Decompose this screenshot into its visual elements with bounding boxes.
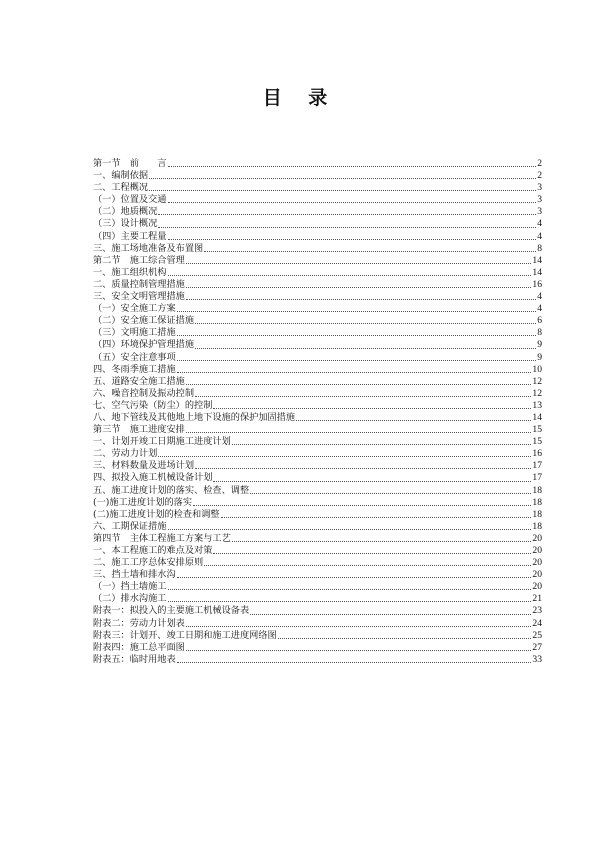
- toc-entry[interactable]: [93, 605, 542, 617]
- toc-entry-label: 二、质量控制管理措施: [93, 278, 185, 290]
- toc-entry-page-number: 2: [537, 170, 542, 182]
- toc-entry-label: （一）安全施工方案: [93, 303, 176, 315]
- toc-entry[interactable]: [93, 206, 542, 218]
- toc-dot-leader: [186, 383, 532, 385]
- toc-entry-page-number: 4: [537, 291, 542, 303]
- toc-entry-label: 三、施工场地准备及布置图: [93, 242, 204, 254]
- toc-dot-leader: [177, 661, 532, 663]
- toc-entry-page-number: 8: [537, 327, 542, 339]
- toc-dot-leader: [149, 189, 536, 191]
- table-of-contents: [93, 158, 542, 666]
- toc-entry-page-number: 14: [532, 254, 542, 266]
- toc-entry[interactable]: [93, 376, 542, 388]
- toc-entry-page-number: 9: [537, 351, 542, 363]
- toc-entry[interactable]: [93, 630, 542, 642]
- toc-entry[interactable]: [93, 243, 542, 255]
- toc-entry-label: 三、材料数量及进场计划: [93, 460, 195, 472]
- toc-dot-leader: [195, 467, 531, 469]
- toc-dot-leader: [195, 322, 536, 324]
- toc-dot-leader: [193, 504, 531, 506]
- toc-entry-page-number: 20: [532, 557, 542, 569]
- toc-entry-label: (二)施工进度计划的检查和调整: [93, 508, 220, 520]
- toc-dot-leader: [177, 359, 537, 361]
- toc-entry[interactable]: [93, 521, 542, 533]
- toc-entry-label: 第四节 主体工程施工方案与工艺: [93, 532, 231, 544]
- toc-entry-label: 二、工程概况: [93, 182, 149, 194]
- toc-entry-label: 附表五：临时用地表: [93, 653, 176, 665]
- toc-entry-label: 附表一：拟投入的主要施工机械设备表: [93, 605, 250, 617]
- toc-entry-label: 一、计划开竣工日期施工进度计划: [93, 436, 231, 448]
- toc-entry-label: 八、地下管线及其他地上地下设施的保护加固措施: [93, 411, 296, 423]
- toc-entry[interactable]: [93, 545, 542, 557]
- toc-entry-label: 三、安全文明管理措施: [93, 291, 185, 303]
- toc-entry-page-number: 27: [532, 641, 542, 653]
- toc-entry-page-number: 16: [532, 278, 542, 290]
- toc-entry-label: （二）地质概况: [93, 206, 158, 218]
- toc-entry[interactable]: [93, 218, 542, 230]
- toc-entry-page-number: 15: [532, 424, 542, 436]
- toc-entry[interactable]: [93, 436, 542, 448]
- toc-entry-page-number: 20: [532, 569, 542, 581]
- toc-entry-page-number: 18: [532, 508, 542, 520]
- toc-entry-page-number: 10: [532, 363, 542, 375]
- toc-entry[interactable]: [93, 497, 542, 509]
- toc-entry-label: （四）主要工程量: [93, 230, 167, 242]
- toc-entry[interactable]: [93, 460, 542, 472]
- toc-entry-label: 一、本工程施工的难点及对策: [93, 545, 213, 556]
- toc-entry-label: 附表三：计划开、竣工日期和施工进度网络图: [93, 629, 277, 641]
- toc-entry-label: （一）挡土墙施工: [93, 581, 167, 593]
- toc-entry[interactable]: [93, 158, 542, 170]
- toc-entry-label: (一)施工进度计划的落实: [93, 496, 193, 508]
- toc-entry-page-number: 4: [537, 303, 542, 315]
- toc-entry[interactable]: [93, 194, 542, 206]
- toc-entry-page-number: 4: [537, 218, 542, 230]
- toc-entry-label: 一、编制依据: [93, 170, 149, 182]
- toc-dot-leader: [204, 564, 531, 566]
- toc-entry-label: 第二节 施工综合管理: [93, 254, 185, 266]
- toc-entry-page-number: 4: [537, 230, 542, 242]
- toc-entry-page-number: 24: [532, 617, 542, 629]
- toc-dot-leader: [204, 250, 536, 252]
- toc-entry[interactable]: [93, 255, 542, 267]
- toc-entry-label: 附表四：施工总平面图: [93, 641, 185, 653]
- toc-dot-leader: [232, 443, 532, 445]
- toc-entry-page-number: 2: [537, 158, 542, 169]
- toc-dot-leader: [296, 419, 531, 421]
- toc-entry-page-number: 17: [532, 472, 542, 484]
- toc-dot-leader: [158, 455, 531, 457]
- toc-entry-page-number: 3: [537, 206, 542, 218]
- page-title: 目 录: [262, 87, 338, 109]
- toc-entry[interactable]: [93, 315, 542, 327]
- toc-dot-leader: [213, 407, 531, 409]
- toc-entry-label: 一、施工组织机构: [93, 266, 167, 278]
- toc-entry[interactable]: [93, 279, 542, 291]
- toc-entry-page-number: 13: [532, 399, 542, 411]
- toc-entry[interactable]: [93, 303, 542, 315]
- toc-dot-leader: [158, 213, 536, 215]
- toc-entry[interactable]: [93, 533, 542, 545]
- toc-dot-leader: [186, 286, 532, 288]
- toc-dot-leader: [221, 516, 532, 518]
- toc-entry-label: （五）安全注意事项: [93, 351, 176, 363]
- toc-dot-leader: [168, 201, 537, 203]
- toc-dot-leader: [168, 600, 532, 602]
- toc-dot-leader: [177, 371, 532, 373]
- toc-dot-leader: [213, 552, 531, 554]
- toc-dot-leader: [250, 492, 531, 494]
- toc-dot-leader: [168, 528, 532, 530]
- toc-entry[interactable]: [93, 412, 542, 424]
- toc-dot-leader: [168, 238, 537, 240]
- toc-entry-page-number: 8: [537, 242, 542, 254]
- toc-entry-page-number: 20: [532, 545, 542, 556]
- toc-entry[interactable]: [93, 424, 542, 436]
- toc-dot-leader: [278, 637, 532, 639]
- toc-dot-leader: [186, 298, 536, 300]
- toc-dot-leader: [232, 540, 532, 542]
- toc-entry-page-number: 12: [532, 375, 542, 387]
- toc-dot-leader: [149, 177, 536, 179]
- toc-entry-page-number: 16: [532, 448, 542, 460]
- toc-entry-label: 五、施工进度计划的落实、检查、调整: [93, 484, 250, 496]
- toc-entry-page-number: 3: [537, 194, 542, 206]
- toc-entry-label: 第三节 施工进度安排: [93, 424, 185, 436]
- toc-entry-page-number: 23: [532, 605, 542, 617]
- toc-entry[interactable]: [93, 448, 542, 460]
- toc-entry-label: 六、噪音控制及振动控制: [93, 387, 195, 399]
- toc-dot-leader: [168, 274, 532, 276]
- toc-entry-page-number: 6: [537, 315, 542, 327]
- toc-entry[interactable]: [93, 364, 542, 376]
- toc-entry-label: （四）环境保护管理措施: [93, 339, 195, 351]
- toc-entry[interactable]: [93, 509, 542, 521]
- toc-entry-page-number: 14: [532, 411, 542, 423]
- toc-dot-leader: [186, 625, 532, 627]
- toc-entry-label: 五、道路安全施工措施: [93, 375, 185, 387]
- toc-entry-page-number: 25: [532, 629, 542, 641]
- toc-entry[interactable]: [93, 485, 542, 497]
- toc-entry[interactable]: [93, 327, 542, 339]
- toc-entry[interactable]: [93, 593, 542, 605]
- toc-dot-leader: [213, 480, 531, 482]
- toc-dot-leader: [168, 588, 532, 590]
- toc-entry-label: （二）排水沟施工: [93, 593, 167, 605]
- toc-entry-label: （三）设计概况: [93, 218, 158, 230]
- toc-entry-label: 二、施工工序总体安排原则: [93, 557, 204, 569]
- toc-entry[interactable]: [93, 400, 542, 412]
- toc-dot-leader: [177, 576, 532, 578]
- toc-entry[interactable]: [93, 642, 542, 654]
- toc-entry[interactable]: [93, 231, 542, 243]
- toc-entry[interactable]: [93, 618, 542, 630]
- toc-dot-leader: [186, 649, 532, 651]
- toc-dot-leader: [186, 431, 532, 433]
- toc-dot-leader: [250, 613, 531, 615]
- toc-entry[interactable]: [93, 182, 542, 194]
- toc-dot-leader: [177, 310, 537, 312]
- toc-entry[interactable]: [93, 267, 542, 279]
- toc-entry[interactable]: [93, 569, 542, 581]
- toc-entry-page-number: 18: [532, 484, 542, 496]
- toc-entry-page-number: 3: [537, 182, 542, 194]
- toc-entry-page-number: 12: [532, 387, 542, 399]
- toc-dot-leader: [158, 226, 536, 228]
- toc-entry-page-number: 15: [532, 436, 542, 448]
- toc-entry-label: 附表二：劳动力计划表: [93, 617, 185, 629]
- toc-entry-page-number: 17: [532, 460, 542, 472]
- toc-dot-leader: [195, 395, 531, 397]
- toc-entry-label: 第一节 前 言: [93, 158, 167, 169]
- toc-entry[interactable]: [93, 654, 542, 666]
- toc-entry-page-number: 20: [532, 532, 542, 544]
- toc-dot-leader: [168, 165, 537, 167]
- toc-entry[interactable]: [93, 339, 542, 351]
- toc-entry-page-number: 21: [532, 593, 542, 605]
- toc-entry[interactable]: [93, 170, 542, 182]
- toc-entry-label: 四、冬雨季施工措施: [93, 363, 176, 375]
- toc-entry-label: 二、劳动力计划: [93, 448, 158, 460]
- toc-entry-label: （一）位置及交通: [93, 194, 167, 206]
- toc-entry-page-number: 9: [537, 339, 542, 351]
- toc-entry-label: 三、挡土墙和排水沟: [93, 569, 176, 581]
- toc-entry[interactable]: [93, 291, 542, 303]
- toc-entry-label: （二）安全施工保证措施: [93, 315, 195, 327]
- toc-entry[interactable]: [93, 581, 542, 593]
- toc-entry-page-number: 33: [532, 653, 542, 665]
- toc-entry[interactable]: [93, 472, 542, 484]
- toc-entry-page-number: 20: [532, 581, 542, 593]
- toc-entry-page-number: 18: [532, 520, 542, 532]
- toc-dot-leader: [195, 347, 536, 349]
- toc-entry-page-number: 18: [532, 496, 542, 508]
- toc-entry-label: 六、工期保证措施: [93, 520, 167, 532]
- toc-dot-leader: [186, 262, 532, 264]
- toc-entry[interactable]: [93, 557, 542, 569]
- toc-entry-label: 四、拟投入施工机械设备计划: [93, 472, 213, 484]
- toc-entry-label: （三）文明施工措施: [93, 327, 176, 339]
- toc-entry[interactable]: [93, 352, 542, 364]
- toc-entry-label: 七、空气污染（防尘）的控制: [93, 399, 213, 411]
- toc-entry-page-number: 14: [532, 266, 542, 278]
- toc-dot-leader: [177, 334, 537, 336]
- toc-entry[interactable]: [93, 388, 542, 400]
